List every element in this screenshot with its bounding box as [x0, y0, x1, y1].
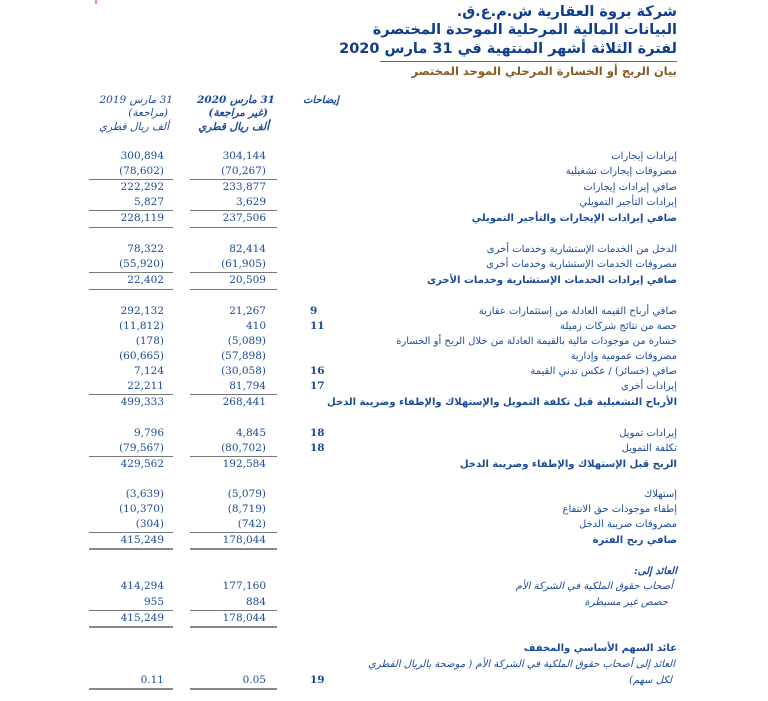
value-2020: 21,267 — [229, 305, 266, 317]
table-row — [0, 364, 768, 379]
value-2019: 415,249 — [120, 534, 164, 546]
header-divider — [380, 61, 677, 62]
eps-description-line2: لكل سهم) — [629, 675, 672, 686]
table-row — [0, 426, 768, 441]
note-ref: 18 — [310, 442, 325, 454]
table-row — [0, 242, 768, 257]
value-2019: 292,132 — [120, 305, 164, 317]
table-row — [0, 487, 768, 502]
row-label: أصحاب حقوق الملكية في الشركة الأم — [515, 581, 673, 592]
value-2020: (30,058) — [221, 365, 266, 377]
value-2020: (61,905) — [221, 258, 266, 270]
note-ref: 17 — [310, 380, 325, 392]
value-2019: (178) — [135, 335, 164, 347]
col-2020-date: 31 مارس 2020 — [197, 94, 275, 106]
table-row — [0, 579, 768, 594]
col-2020-unit: ألف ريال قطري — [198, 121, 269, 133]
row-label: إيرادات تمويل — [619, 428, 677, 439]
table-row — [0, 611, 768, 626]
eps-desc-row — [0, 657, 768, 672]
value-2019: (79,567) — [119, 442, 164, 454]
total-line — [89, 289, 173, 290]
value-2020: 192,584 — [222, 458, 266, 470]
value-2019: 228,119 — [120, 212, 164, 224]
value-2020: (70,267) — [221, 165, 266, 177]
note-ref: 11 — [310, 320, 325, 332]
attributable-heading-row — [0, 564, 768, 579]
table-row — [0, 457, 768, 472]
table-row — [0, 319, 768, 334]
note-ref: 9 — [310, 305, 318, 317]
row-label: إطفاء موجودات حق الانتفاع — [562, 504, 677, 515]
value-2019: 429,562 — [120, 458, 164, 470]
table-row — [0, 349, 768, 364]
value-2019: 5,827 — [133, 196, 164, 208]
note-ref: 18 — [310, 427, 325, 439]
note-ref: 19 — [310, 674, 325, 686]
table-row — [0, 517, 768, 532]
value-2020: (5,089) — [227, 335, 266, 347]
period-title: لفترة الثلاثة أشهر المنتهية في 31 مارس 2020 — [339, 41, 677, 57]
table-row — [0, 211, 768, 226]
value-2020: (5,079) — [227, 488, 266, 500]
value-2020: 178,044 — [222, 612, 266, 624]
eps-heading-row — [0, 641, 768, 656]
note-ref: 16 — [310, 365, 325, 377]
value-2019: 300,894 — [120, 150, 164, 162]
statement-name: بيان الربح أو الخسارة المرحلي الموحد المختصر — [411, 64, 677, 78]
row-label: صافي إيرادات الإيجارات والتأجير التمويلي — [471, 213, 677, 224]
col-2020-status: (غير مراجعة) — [208, 107, 268, 119]
value-2019: (60,665) — [119, 350, 164, 362]
row-label: إيرادات إيجارات — [611, 151, 677, 162]
table-row — [0, 149, 768, 164]
value-2020: 304,144 — [222, 150, 266, 162]
eps-heading: عائد السهم الأساسي والمخفف — [523, 643, 677, 654]
table-row — [0, 195, 768, 210]
row-label: صافي إيرادات الخدمات الإستشارية وخدمات الأخرى — [426, 275, 677, 286]
row-label: حصة من نتائج شركات زميلة — [560, 321, 677, 332]
attributable-heading: العائد إلى: — [633, 566, 677, 577]
value-2020: (57,898) — [221, 350, 266, 362]
value-2019: 415,249 — [120, 612, 164, 624]
value-2020: 884 — [245, 596, 266, 608]
row-label: صافي ربح الفترة — [592, 535, 677, 546]
value-2020: (742) — [237, 518, 266, 530]
row-label: الربح قبل الإستهلاك والإطفاء وضريبة الدخل — [459, 459, 677, 470]
table-row — [0, 180, 768, 195]
table-row — [0, 273, 768, 288]
value-2019: (78,602) — [119, 165, 164, 177]
double-total-line — [89, 688, 173, 690]
table-row — [0, 533, 768, 548]
total-line — [89, 227, 173, 228]
table-row — [0, 334, 768, 349]
value-2020: 237,506 — [222, 212, 266, 224]
value-2019: 955 — [143, 596, 164, 608]
statements-title: البيانات المالية المرحلية الموحدة المختصرة — [372, 22, 677, 38]
table-row — [0, 164, 768, 179]
value-2019: (304) — [135, 518, 164, 530]
value-2020: 410 — [245, 320, 266, 332]
col-2019-unit: ألف ريال قطري — [98, 121, 169, 133]
value-2019: (11,812) — [119, 320, 164, 332]
page-marker — [95, 0, 97, 4]
value-2019: 22,402 — [127, 274, 164, 286]
value-2020: 3,629 — [235, 196, 266, 208]
value-2019: 414,294 — [120, 580, 164, 592]
table-row — [0, 441, 768, 456]
value-2020: 268,441 — [222, 396, 266, 408]
row-label: مصروفات الخدمات الإستشارية وخدمات أخرى — [486, 259, 677, 270]
table-row — [0, 502, 768, 517]
value-2020: 0.05 — [242, 674, 266, 686]
col-2019-status: (مراجعة) — [128, 107, 168, 119]
value-2020: 233,877 — [222, 181, 266, 193]
value-2020: 177,160 — [222, 580, 266, 592]
col-2019-date: 31 مارس 2019 — [99, 94, 173, 106]
row-label: إستهلاك — [644, 489, 677, 500]
value-2019: (10,370) — [119, 503, 164, 515]
value-2020: 20,509 — [229, 274, 266, 286]
row-label: مصروفات إيجارات تشغيلية — [565, 166, 677, 177]
value-2019: 499,333 — [120, 396, 164, 408]
value-2019: 7,124 — [133, 365, 164, 377]
row-label: مصروفات ضريبة الدخل — [579, 519, 677, 530]
row-label: الدخل من الخدمات الإستشارية وخدمات أخرى — [486, 244, 677, 255]
value-2020: (80,702) — [221, 442, 266, 454]
double-total-line — [89, 548, 173, 550]
row-label: تكلفة التمويل — [621, 443, 677, 454]
table-row — [0, 379, 768, 394]
row-label: إيرادات أخرى — [621, 381, 677, 392]
value-2019: (55,920) — [119, 258, 164, 270]
value-2019: 9,796 — [133, 427, 164, 439]
value-2020: 178,044 — [222, 534, 266, 546]
table-row — [0, 395, 768, 410]
value-2019: 22,211 — [127, 380, 164, 392]
row-label: صافي (خسائر) / عكس تدني القيمة — [530, 366, 677, 377]
double-total-line — [190, 688, 277, 690]
double-total-line — [89, 626, 173, 628]
row-label: خسارة من موجودات مالية بالقيمة العادلة من خلال الربح أو الخسارة — [396, 336, 677, 347]
value-2019: 78,322 — [127, 243, 164, 255]
notes-column-header: إيضاحات — [303, 95, 339, 106]
row-label: صافي إيرادات إيجارات — [583, 182, 677, 193]
value-2020: 82,414 — [229, 243, 266, 255]
value-2020: 81,794 — [229, 380, 266, 392]
total-line — [190, 227, 277, 228]
value-2019: 0.11 — [140, 674, 164, 686]
row-label: الأرباح التشغيلية قبل تكلفة التمويل والإستهلاك والإطفاء وضريبة الدخل — [326, 397, 677, 408]
double-total-line — [190, 548, 277, 550]
eps-description-line1: العائد إلى أصحاب حقوق الملكية في الشركة الأم ( موضحة بالريال القطري — [368, 659, 675, 670]
table-row — [0, 304, 768, 319]
value-2019: 222,292 — [120, 181, 164, 193]
company-name: شركة بروة العقارية ش.م.ع.ق. — [456, 4, 677, 20]
total-line — [190, 289, 277, 290]
row-label: حصص غير مسيطرة — [584, 597, 668, 608]
table-row — [0, 673, 768, 688]
table-row — [0, 595, 768, 610]
value-2020: (8,719) — [227, 503, 266, 515]
row-label: مصروفات عمومية وإدارية — [570, 351, 677, 362]
value-2019: (3,639) — [125, 488, 164, 500]
row-label: إيرادات التأجير التمويلي — [579, 197, 677, 208]
value-2020: 4,845 — [235, 427, 266, 439]
row-label: صافي أرباح القيمة العادلة من إستثمارات عقارية — [478, 306, 677, 317]
double-total-line — [190, 626, 277, 628]
table-row — [0, 257, 768, 272]
